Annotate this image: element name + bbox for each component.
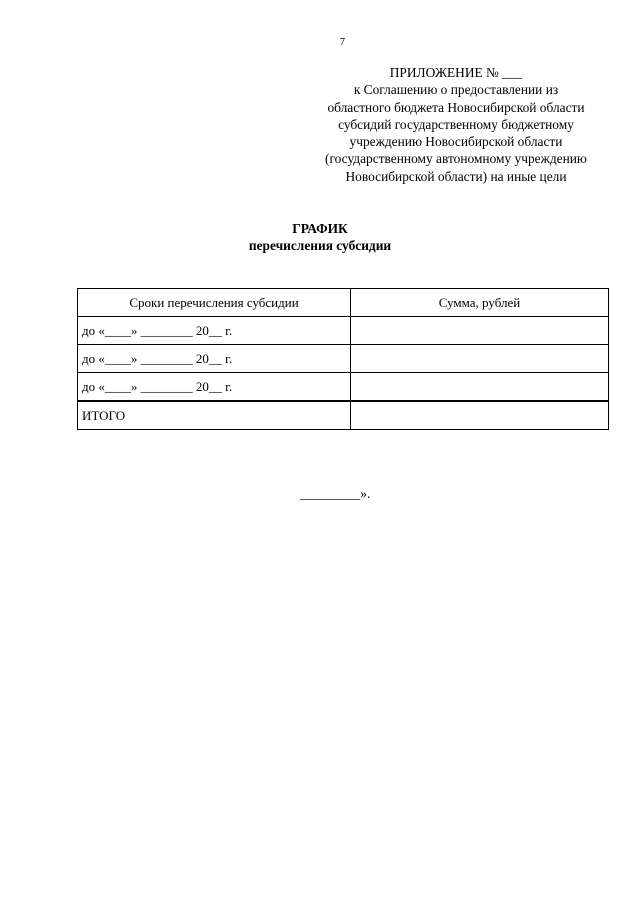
page-number: 7 bbox=[340, 37, 345, 48]
row-2-amount bbox=[351, 345, 609, 373]
header-terms: Сроки перечисления субсидии bbox=[78, 289, 351, 317]
closing-mark: _________». bbox=[300, 486, 371, 501]
row-2-term: до «____» ________ 20__ г. bbox=[78, 345, 351, 373]
appendix-line-2: к Соглашению о предоставлении из bbox=[353, 82, 559, 98]
appendix-line-5: учреждению Новосибирской области bbox=[349, 134, 563, 150]
total-row bbox=[78, 401, 609, 430]
title-sub: перечисления субсидии bbox=[248, 238, 392, 253]
appendix-block bbox=[300, 64, 612, 185]
document-title bbox=[0, 220, 640, 254]
appendix-line-7: Новосибирской области) на иные цели bbox=[345, 168, 567, 184]
row-1-amount bbox=[351, 317, 609, 345]
title-main: ГРАФИК bbox=[292, 221, 348, 236]
subsidy-schedule-table bbox=[77, 288, 609, 430]
appendix-line-4: субсидий государственному бюджетному bbox=[338, 116, 574, 132]
table-row bbox=[78, 345, 609, 373]
table-row bbox=[78, 373, 609, 402]
appendix-line-1: ПРИЛОЖЕНИЕ № ___ bbox=[389, 65, 523, 80]
header-amount: Сумма, рублей bbox=[351, 289, 609, 317]
total-label: ИТОГО bbox=[78, 401, 351, 430]
row-1-term: до «____» ________ 20__ г. bbox=[78, 317, 351, 345]
total-amount bbox=[351, 401, 609, 430]
row-3-term: до «____» ________ 20__ г. bbox=[78, 373, 351, 402]
table-row bbox=[78, 317, 609, 345]
row-3-amount bbox=[351, 373, 609, 402]
appendix-line-6: (государственному автономному учреждению bbox=[325, 151, 587, 167]
table-header-row bbox=[78, 289, 609, 317]
appendix-line-3: областного бюджета Новосибирской области bbox=[327, 99, 585, 115]
